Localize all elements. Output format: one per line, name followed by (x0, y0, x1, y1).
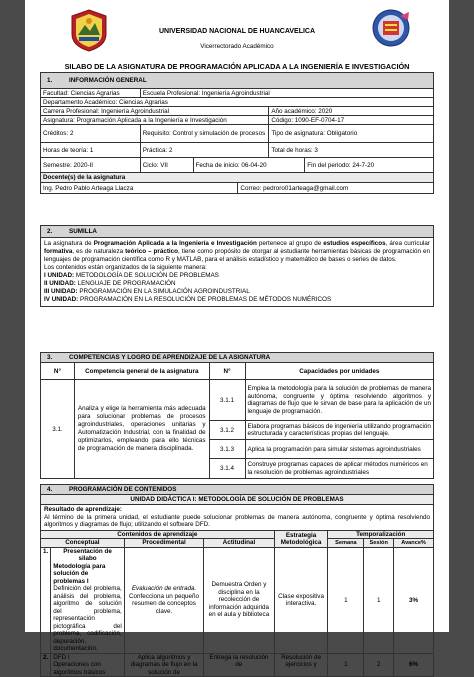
row-1-estrategia: Clase expositiva interactiva. (274, 547, 328, 653)
capacidad-number-4: 3.1.4 (209, 459, 245, 479)
capacidad-text-2: Elabora programas básicos de ingeniería utilizando programación estructurada y características propias del lenguaje. (245, 421, 433, 440)
header-procedimental: Procedimental (124, 538, 203, 547)
row-2-procedimental: Aplica algoritmos y diagramas de flujo en la solución de (124, 653, 203, 677)
resultado-label: Resultado de aprendizaje: (44, 506, 123, 513)
fecha-inicio: Fecha de inicio: 06-04-20 (193, 158, 305, 173)
section-4-title: PROGRAMACIÓN DE CONTENIDOS (69, 486, 177, 493)
table-row (41, 653, 434, 677)
requisito: Requisito: Control y simulación de procesos (140, 125, 269, 143)
creditos: Créditos: 2 (41, 125, 141, 143)
docente-name: Ing. Pedro Pablo Arteaga Llacza (41, 183, 238, 194)
capacidad-text-4: Construye programas capaces de aplicar métodos numéricos en la resolución de problemas agroindustriales (245, 459, 433, 479)
horas-teoria: Horas de teoría: 1 (41, 143, 141, 158)
header-semana: Semana (328, 538, 364, 547)
capacidad-number-3: 3.1.3 (209, 440, 245, 459)
asignatura: Asignatura: Programación Aplicada a la Ingeniería e Investigación (41, 116, 269, 125)
university-name: UNIVERSIDAD NACIONAL DE HUANCAVELICA (158, 28, 316, 35)
header-avance: Avance% (394, 538, 434, 547)
resultado-text: Al término de la primera unidad, el estudiante puede solucionar problemas de manera autónoma, congruente y óptima resolviendo algoritmos y diagramas de flujo; utilizando el software DFD. (44, 513, 430, 528)
section-1-number: 1. (47, 77, 53, 84)
semestre: Semestre: 2020-II (41, 158, 141, 173)
document-title: SILABO DE LA ASIGNATURA DE PROGRAMACIÓN APLICADA A LA INGENIERÍA E INVESTIGACIÓN (64, 62, 410, 71)
document-page (25, 0, 449, 676)
row-1-actitudinal: Demuestra Orden y disciplina en la recolección de información adquirida en el aula y biblioteca (204, 547, 274, 653)
unit-line-1: I UNIDAD: METODOLOGÍA DE SOLUCIÓN DE PROBLEMAS (44, 272, 219, 279)
header-competencia: Competencia general de la asignatura (74, 363, 209, 380)
capacidad-number-2: 3.1.2 (209, 421, 245, 440)
carrera: Carrera Profesional: Ingeniería Agroindustrial (41, 107, 269, 116)
section-3-title: COMPETENCIAS Y LOGRO DE APRENDIZAJE DE LA ASIGNATURA (69, 354, 271, 361)
section-4-number: 4. (47, 486, 53, 493)
row-2-sesion: 2 (364, 653, 394, 677)
row-2-number: 2. (41, 653, 51, 677)
row-2-semana: 1 (328, 653, 364, 677)
row-2-avance: 6% (394, 653, 434, 677)
section-3-number: 3. (47, 354, 53, 361)
docentes-label: Docente(s) de la asignatura (41, 173, 434, 183)
header-n: N° (41, 363, 75, 380)
capacidad-number-1: 3.1.1 (209, 380, 245, 421)
row-2-conceptual: DFD I Operaciones con algoritmos básicos (51, 653, 125, 677)
sumilla-body (41, 238, 434, 307)
row-1-conceptual: Presentación de silabo Metodología para solución de problemas I Definición del problema, análisis del problema, algoritmo de solución del problema, representación pictográfica del problema, codificación, depuración, documentación. (51, 547, 125, 653)
sumilla-table (40, 225, 434, 307)
section-4-header (41, 485, 434, 495)
row-1-number: 1. (41, 547, 51, 653)
fin-periodo: Fin del periodo: 24-7-20 (305, 158, 434, 173)
departamento: Departamento Académico: Ciencias Agrarias (41, 98, 434, 107)
escuela: Escuela Profesional: Ingeniería Agroindustrial (140, 89, 433, 98)
competencias-table (40, 352, 434, 479)
row-1-sesion: 1 (364, 547, 394, 653)
practica: Práctica: 2 (140, 143, 269, 158)
header-temporalizacion: Temporalización (328, 530, 434, 538)
header-n2: N° (209, 363, 245, 380)
ciclo: Ciclo: VII (140, 158, 193, 173)
facultad: Facultad: Ciencias Agrarias (41, 89, 141, 98)
contenidos-table (40, 484, 434, 677)
header-contenidos: Contenidos de aprendizaje (41, 530, 275, 538)
unit-line-3: III UNIDAD: PROGRAMACIÓN EN LA SIMULACIÓN AGROINDUSTRIAL (44, 288, 250, 295)
anio-academico: Año académico: 2020 (269, 107, 434, 116)
codigo: Código: 1090-EF-0704-17 (269, 116, 434, 125)
sumilla-intro: Los contenidos están organizados de la siguiente manera: (44, 264, 207, 271)
row-2-estrategia: Resolución de ejercicios y (274, 653, 328, 677)
header-estrategia: Estrategia Metodológica (274, 530, 328, 547)
section-2-number: 2. (47, 228, 53, 235)
tipo-asignatura: Tipo de asignatura: Obligatorio (269, 125, 434, 143)
resultado-aprendizaje (41, 505, 434, 531)
capacidad-text-3: Aplica la programación para simular sistemas agroindustriales (245, 440, 433, 459)
section-1-title: INFORMACIÓN GENERAL (69, 77, 147, 84)
document-header (25, 0, 449, 56)
total-horas: Total de horas: 3 (269, 143, 434, 158)
docente-email: Correo: pedroro01arteaga@gmail.com (238, 183, 434, 194)
table-row (41, 547, 434, 653)
capacidad-text-1: Emplea la metodología para la solución de problemas de manera autónoma, congruente y óptima resolviendo algoritmos y diagramas de flujo que le sirvan de base para la aplicación de un lenguaje de programación. (245, 380, 433, 421)
row-2-actitudinal: Entrega la resolución de (204, 653, 274, 677)
row-1-procedimental: Evaluación de entrada. Confecciona un pequeño resumen de conceptos clave. (124, 547, 203, 653)
competencia-number: 3.1. (41, 380, 75, 479)
header-actitudinal: Actitudinal (204, 538, 274, 547)
sumilla-paragraph: La asignatura de Programación Aplicada a la Ingeniería e Investigación pertenece al grupo de estudios específicos, área curricular formativa, es de naturaleza teórico – práctico, tiene como propósito de otorgar al estudiante herramientas básicas de programación en lenguajes de programación científica como R y MATLAB, para el análisis estadístico y matemático de bases o series de datos. (44, 240, 430, 263)
section-3-header (41, 353, 434, 363)
unit-line-2: II UNIDAD: LENGUAJE DE PROGRAMACIÓN (44, 280, 176, 287)
office-name: Vicerrectorado Académico (200, 43, 274, 50)
section-2-title: SUMILLA (69, 228, 97, 235)
section-1-header (41, 73, 434, 89)
row-1-avance: 3% (394, 547, 434, 653)
header-sesion: Sesión (364, 538, 394, 547)
faculty-seal-logo (372, 8, 410, 48)
unit-line-4: IV UNIDAD: PROGRAMACIÓN EN LA RESOLUCIÓN DE PROBLEMAS DE MÉTODOS NUMÉRICOS (44, 296, 332, 303)
header-capacidades: Capacidades por unidades (245, 363, 433, 380)
header-conceptual: Conceptual (41, 538, 125, 547)
competencia-text: Analiza y elige la herramienta más adecuada para solucionar problemas de procesos agroindustriales, operaciones unitarias y Automatización Industrial, con la finalidad de optimizarlos, empleando para ello técnicas de programación de manera disciplinada. (74, 380, 209, 479)
row-1-semana: 1 (328, 547, 364, 653)
section-2-header (41, 226, 434, 238)
unit-title: UNIDAD DIDÁCTICA I: METODOLOGÍA DE SOLUCIÓN DE PROBLEMAS (41, 495, 434, 505)
general-info-table (40, 72, 434, 194)
